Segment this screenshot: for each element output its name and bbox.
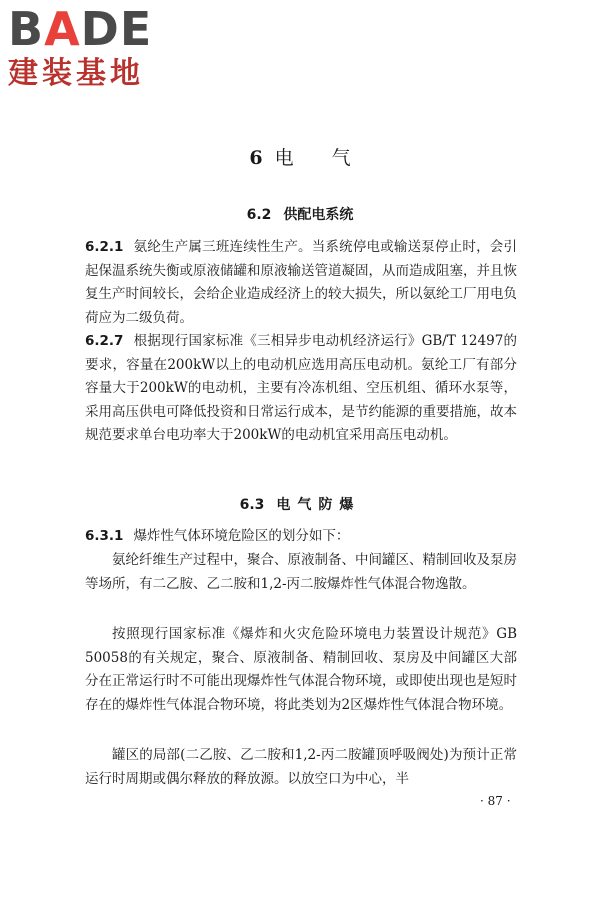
page-number: · 87 ·: [480, 794, 511, 808]
logo-letters-de: DE: [80, 2, 153, 56]
chapter-number: 6: [249, 147, 263, 169]
chapter-word-2: 气: [331, 147, 351, 169]
clause-number: 6.2.7: [85, 333, 124, 349]
clause-text: 氨纶生产属三班连续性生产。当系统停电或输送泵停止时，会引起保温系统失衡或原液储罐和原液输送管道凝固，从而造成阻塞，并且恢复生产时间较长，会给企业造成经济上的较大损失，所以氨纶工厂用电负荷应为二级负荷。: [85, 239, 517, 326]
section-title-6-3: [0, 494, 600, 514]
paragraph-6-3-1-b: 按照现行国家标准《爆炸和火灾危险环境电力装置设计规范》GB 50058的有关规定，聚合、原液制备、精制回收、泵房及中间罐区大部分在正常运行时不可能出现爆炸性气体混合物环境，或即使出现也是短时存在的爆炸性气体混合物环境，将此类划为2区爆炸性气体混合物环境。: [85, 626, 517, 713]
paragraph-6-3-1: [85, 525, 517, 549]
section-number: 6.3: [239, 497, 265, 513]
logo-letter-b: B: [8, 2, 45, 56]
section-heading: 供配电系统: [283, 207, 354, 223]
logo-letter-a: A: [44, 2, 81, 56]
clause-text: 根据现行国家标准《三相异步电动机经济运行》GB/T 12497的要求，容量在200kW以上的电动机应选用高压电动机。氨纶工厂有部分容量大于200kW的电动机，主要有冷冻机组、空压机组、循环水泵等，采用高压供电可降低投资和日常运行成本，是节约能源的重要措施，故本规范要求单台电功率大于200kW的电动机宜采用高压电动机。: [85, 333, 517, 444]
clause-number: 6.3.1: [85, 528, 124, 544]
chapter-word-1: 电: [274, 147, 294, 169]
logo-subtitle: 建装基地: [8, 56, 144, 91]
logo-wordmark: [8, 4, 178, 54]
paragraph-6-2-1: [85, 236, 517, 330]
clause-number: 6.2.1: [85, 239, 124, 255]
section-number: 6.2: [246, 207, 272, 223]
bade-logo: [8, 4, 178, 92]
paragraph-6-3-1-a: 氨纶纤维生产过程中，聚合、原液制备、中间罐区、精制回收及泵房等场所，有二乙胺、乙二胺和1,2-丙二胺爆炸性气体混合物逸散。: [85, 552, 517, 592]
chapter-title: [0, 143, 600, 170]
section-title-6-2: [0, 204, 600, 224]
paragraph-6-3-1-c: 罐区的局部(二乙胺、乙二胺和1,2-丙二胺罐顶呼吸阀处)为预计正常运行时周期或偶尔释放的释放源。以放空口为中心，半: [85, 747, 517, 787]
clause-text: 爆炸性气体环境危险区的划分如下：: [133, 528, 350, 544]
paragraph-6-2-7: [85, 330, 517, 448]
section-heading: 电气防爆: [276, 497, 361, 513]
